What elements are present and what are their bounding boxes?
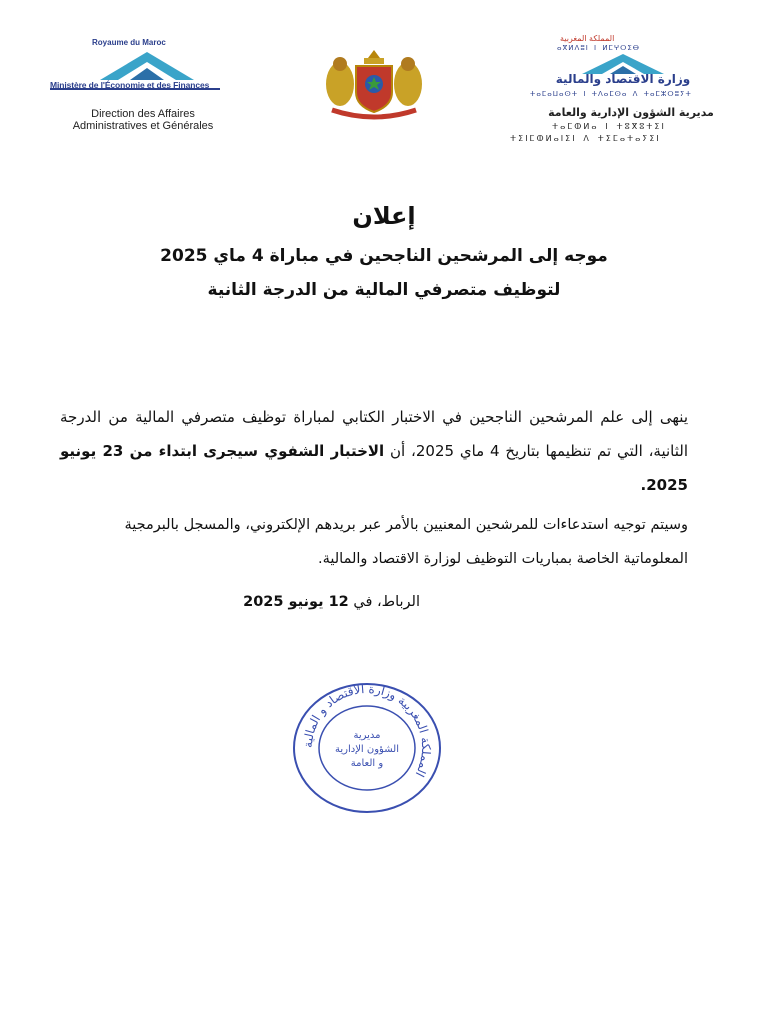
stamp-outer-text: المملكة المغربية وزارة الاقتصاد و المالية [300, 682, 434, 780]
ministry-name-ar: وزارة الاقتصاد والمالية [555, 72, 691, 86]
paragraph1-text: ينهى إلى علم المرشحين الناجحين في الاختبار الكتابي لمباراة توظيف متصرفي المالية من الدرجة الثانية، التي تم تنظيمها بتاريخ 4 ماي 2025، أن [60, 408, 689, 460]
direction-tifinagh-line1: ⵜⴰⵎⵀⵍⴰ ⵏ ⵜⵓⴳⵓⵜⵉⵏ [552, 122, 666, 131]
place-date [240, 594, 420, 610]
announcement-subtitle-1: موجه إلى المرشحين الناجحين في مباراة 4 ماي 2025 [160, 246, 608, 266]
ministry-name-tifinagh: ⵜⴰⵎⴰⵡⴰⵙⵜ ⵏ ⵜⴷⴰⵎⵙⴰ ⴷ ⵜⴰⵎⵣⵔⵓⵢⵜ [530, 90, 692, 98]
direction-name-ar: مديرية الشؤون الإدارية والعامة [548, 106, 714, 119]
stamp-line1: مديرية [353, 730, 381, 741]
ministry-name-fr: Ministère de l'Économie et des Finances [50, 80, 210, 90]
direction-line1: Direction des Affaires [91, 108, 195, 120]
body-paragraph-2: وسيتم توجيه استدعاءات للمرشحين المعنيين بالأمر عبر بريدهم الإلكتروني، والمسجل بالبرمجية المعلوماتية الخاصة بمباريات التوظيف لوزارة الاقتصاد والمالية. [124, 517, 688, 567]
kingdom-label-fr: Royaume du Maroc [92, 38, 166, 47]
ministry-logo-icon [92, 50, 202, 84]
direction-line2: Administratives et Générales [72, 120, 214, 132]
stamp-line3: و العامة [350, 758, 384, 769]
announcement-subtitle-2: لتوظيف متصرفي المالية من الدرجة الثانية [207, 280, 561, 300]
kingdom-label-ar: المملكة المغربية [560, 34, 615, 43]
announcement-title: إعلان [352, 202, 416, 230]
kingdom-label-tifinagh: ⴰⴳⵍⴷⵓⵏ ⵏ ⵍⵎⵖⵔⵉⴱ [557, 44, 641, 52]
body-paragraph-1 [60, 400, 688, 502]
paragraph1-bold: الاختبار الشفوي سيجرى ابتداء من 23 يونيو 2025. [60, 442, 688, 494]
place-date-value: 12 يونيو 2025 [243, 594, 349, 610]
stamp-line2: الشؤون الإدارية [335, 744, 399, 755]
place-prefix: الرباط، في [348, 594, 420, 610]
coat-of-arms-icon [318, 46, 430, 122]
official-stamp [292, 682, 442, 814]
direction-tifinagh-line2: ⵜⵉⵏⵎⵀⵍⴰⵏⵉⵏ ⴷ ⵜⵉⵎⴰⵜⴰⵢⵉⵏ [510, 134, 661, 143]
direction-name-fr [48, 108, 238, 132]
